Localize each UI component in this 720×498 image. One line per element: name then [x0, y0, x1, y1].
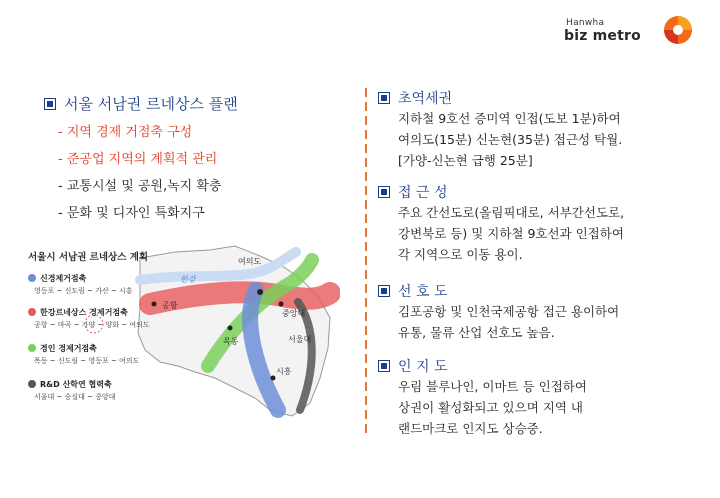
square-bullet-icon — [378, 92, 390, 104]
section-access — [378, 182, 624, 265]
hanwha-circle-icon — [662, 14, 694, 46]
airport-dot — [152, 302, 157, 307]
square-bullet-icon — [378, 360, 390, 372]
section-awareness — [378, 356, 587, 439]
legend-name: 한강르네상스 경제거점축 — [40, 308, 128, 317]
section-title — [378, 88, 622, 108]
section-line: 여의도(15분) 신논현(35분) 접근성 탁월. — [398, 132, 623, 147]
section-title — [378, 356, 587, 376]
snu-label: 서울대 — [288, 335, 312, 344]
legend-sub: 공항 ~ 마곡 ~ 가양 ~ 양화 ~ 여의도 — [34, 321, 150, 329]
hanwha-bizmetro-logo — [560, 14, 690, 48]
yeouido-dot — [257, 289, 263, 295]
section-line: 김포공항 및 인천국제공항 접근 용이하여 — [398, 304, 620, 319]
section-line: 유통, 물류 산업 선호도 높음. — [398, 325, 555, 340]
yeouido-label: 여의도 — [238, 257, 262, 266]
section-station — [378, 88, 622, 171]
left-heading-text: 서울 서남권 르네상스 플랜 — [64, 95, 238, 113]
legend-dot — [28, 308, 36, 316]
section-title — [378, 182, 624, 202]
bullet-item: - 준공업 지역의 계획적 관리 — [58, 152, 218, 167]
square-bullet-icon — [378, 285, 390, 297]
bullet-item: - 문화 및 디자인 특화지구 — [58, 206, 205, 221]
chungang-label: 중앙대 — [282, 309, 306, 318]
siheung-dot — [271, 376, 276, 381]
section-preference — [378, 281, 619, 343]
square-bullet-icon — [44, 98, 56, 110]
logo-small-text: Hanwha — [566, 18, 605, 28]
section-line: 각 지역으로 이동 용이. — [398, 247, 523, 262]
section-body — [398, 376, 587, 439]
section-title — [378, 281, 619, 301]
section-title-text: 인 지 도 — [398, 359, 448, 375]
legend-sub: 영등포 ~ 신도림 ~ 가산 ~ 시흥 — [34, 287, 133, 295]
chungang-dot — [279, 302, 284, 307]
section-body — [398, 301, 619, 343]
map-title: 서울시 서남권 르네상스 계획 — [28, 252, 149, 263]
section-line: 주요 간선도로(올림픽대로, 서부간선도로, — [398, 205, 625, 220]
bullet-item: - 교통시설 및 공원,녹지 확충 — [58, 179, 222, 194]
section-line: [가양-신논현 급행 25분] — [398, 153, 533, 168]
section-line: 랜드마크로 인지도 상승중. — [398, 421, 543, 436]
siheung-label: 시흥 — [276, 367, 292, 376]
southwest-seoul-map — [20, 238, 340, 438]
airport-label: 공항 — [162, 301, 178, 310]
section-line: 상권이 활성화되고 있으며 지역 내 — [398, 400, 583, 415]
plan-bullet-list — [58, 124, 222, 232]
legend-sub: 목동 ~ 신도림 ~ 영등포 ~ 여의도 — [34, 357, 140, 365]
legend-name: 신경제거점축 — [40, 274, 87, 283]
section-line: 강변북로 등) 및 지하철 9호선과 인접하여 — [398, 226, 624, 241]
section-line: 우림 블루나인, 이마트 등 인접하여 — [398, 379, 587, 394]
section-title-text: 초역세권 — [398, 91, 453, 107]
legend-name: 경인 경제거점축 — [40, 344, 97, 353]
legend-dot — [28, 380, 36, 388]
bullet-item: - 지역 경제 거점축 구성 — [58, 125, 193, 140]
river-label: 한강 — [180, 275, 196, 284]
section-line: 지하철 9호선 증미역 인접(도보 1분)하여 — [398, 111, 621, 126]
left-section-heading — [44, 93, 238, 114]
vertical-divider — [365, 88, 367, 440]
square-bullet-icon — [378, 186, 390, 198]
mokdong-dot — [228, 326, 233, 331]
legend-dot — [28, 344, 36, 352]
section-body — [398, 108, 622, 171]
logo-big-text: biz metro — [564, 28, 641, 44]
mokdong-label: 목동 — [223, 337, 239, 346]
legend-sub: 서울대 ~ 숭실대 ~ 중앙대 — [34, 393, 116, 401]
legend-name: R&D 산학연 협력축 — [40, 380, 112, 389]
section-body — [398, 202, 624, 265]
legend-dot — [28, 274, 36, 282]
section-title-text: 선 호 도 — [398, 284, 448, 300]
section-title-text: 접 근 성 — [398, 185, 448, 201]
